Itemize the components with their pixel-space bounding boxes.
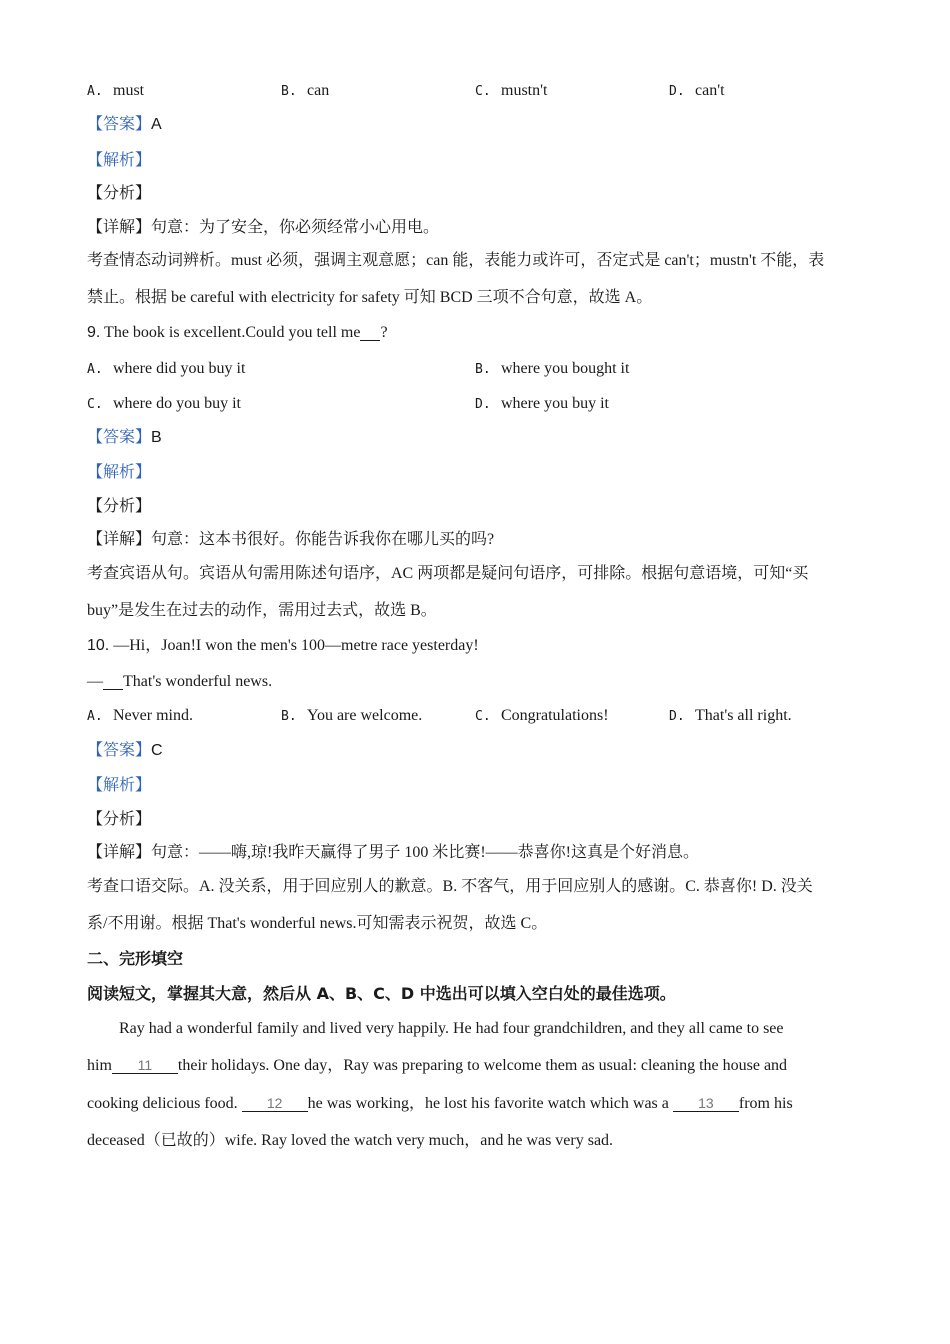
option-text: You are welcome. xyxy=(307,707,423,724)
q8-fenxi-tag: 【分析】 xyxy=(87,185,152,202)
option-letter: D. xyxy=(669,709,685,724)
answer-blank xyxy=(103,673,123,690)
q10-option-c xyxy=(475,706,609,727)
option-text: must xyxy=(113,82,145,99)
q9-answer xyxy=(87,428,162,448)
q8-answer xyxy=(87,115,162,135)
option-letter: C. xyxy=(475,709,491,724)
answer-tag: 【答案】 xyxy=(87,116,152,133)
answer-letter: A xyxy=(151,116,162,133)
stem-text: That's wonderful news. xyxy=(123,673,273,690)
detail-text: 句意：为了安全，你必须经常小心用电。 xyxy=(151,219,440,236)
q9-detail xyxy=(87,530,494,550)
q9-analysis-tag: 【解析】 xyxy=(87,464,152,481)
option-text: That's all right. xyxy=(695,707,792,724)
option-letter: D. xyxy=(669,84,685,99)
answer-tag: 【答案】 xyxy=(87,742,152,759)
option-text: where you bought it xyxy=(501,360,630,377)
q9-stem xyxy=(87,323,388,343)
passage-line-3 xyxy=(87,1094,793,1114)
q10-detail xyxy=(87,843,699,863)
blank-12: 12 xyxy=(242,1095,308,1112)
q10-analysis-tag: 【解析】 xyxy=(87,777,152,794)
q10-explain-line-1: 考查口语交际。A. 没关系，用于回应别人的歉意。B. 不客气，用于回应别人的感谢。C. 恭喜你! D. 没关 xyxy=(87,878,813,895)
answer-tag: 【答案】 xyxy=(87,429,152,446)
option-text: where did you buy it xyxy=(113,360,246,377)
q10-explain-line-2: 系/不用谢。根据 That's wonderful news.可知需表示祝贺，故选 C。 xyxy=(87,915,548,932)
passage-text: cooking delicious food. xyxy=(87,1095,242,1112)
option-letter: A. xyxy=(87,362,103,377)
q10-option-a xyxy=(87,706,193,727)
option-letter: D. xyxy=(475,397,491,412)
q8-option-c xyxy=(475,81,547,102)
answer-letter: B xyxy=(151,429,162,446)
passage-text: from his xyxy=(738,1095,793,1112)
option-text: Congratulations! xyxy=(501,707,609,724)
option-letter: B. xyxy=(475,362,491,377)
q8-explain-line-1: 考查情态动词辨析。must 必须，强调主观意愿；can 能，表能力或许可，否定式是 can't；mustn't 不能，表 xyxy=(87,252,825,269)
passage-text: he was working，he lost his favorite watch which was a xyxy=(307,1095,673,1112)
section-title: 二、完形填空 xyxy=(87,949,184,968)
q10-option-d xyxy=(669,706,792,727)
option-text: mustn't xyxy=(501,82,548,99)
q8-option-d xyxy=(669,81,725,102)
passage-text: him xyxy=(87,1057,112,1074)
q9-option-c xyxy=(87,394,241,415)
detail-text: 句意：这本书很好。你能告诉我你在哪儿买的吗? xyxy=(151,531,495,548)
q9-option-d xyxy=(475,394,609,415)
q8-option-b xyxy=(281,81,329,102)
option-letter: B. xyxy=(281,709,297,724)
passage-line-4: deceased（已故的）wife. Ray loved the watch very much，and he was very sad. xyxy=(87,1132,614,1149)
option-letter: C. xyxy=(87,397,103,412)
detail-tag: 【详解】 xyxy=(87,844,152,861)
stem-text: —Hi，Joan!I won the men's 100—metre race yesterday! xyxy=(109,637,479,654)
option-letter: A. xyxy=(87,84,103,99)
q9-explain-line-1: 考查宾语从句。宾语从句需用陈述句语序，AC 两项都是疑问句语序，可排除。根据句意语境，可知“买 xyxy=(87,565,809,582)
q9-explain-line-2: buy”是发生在过去的动作，需用过去式，故选 B。 xyxy=(87,602,437,619)
detail-tag: 【详解】 xyxy=(87,531,152,548)
q10-fenxi-tag: 【分析】 xyxy=(87,811,152,828)
option-text: can't xyxy=(695,82,725,99)
passage-line-1: Ray had a wonderful family and lived very happily. He had four grandchildren, and they all came to see xyxy=(119,1020,784,1037)
q9-option-a xyxy=(87,359,245,380)
q10-option-b xyxy=(281,706,422,727)
q9-fenxi-tag: 【分析】 xyxy=(87,498,152,515)
answer-blank xyxy=(360,324,380,341)
q8-analysis-tag: 【解析】 xyxy=(87,152,152,169)
q8-detail xyxy=(87,218,439,238)
q8-explain-line-2: 禁止。根据 be careful with electricity for safety 可知 BCD 三项不合句意，故选 A。 xyxy=(87,289,653,306)
option-text: Never mind. xyxy=(113,707,193,724)
answer-letter: C xyxy=(151,742,163,759)
section-instruction: 阅读短文，掌握其大意，然后从 A、B、C、D 中选出可以填入空白处的最佳选项。 xyxy=(87,984,676,1003)
dash: — xyxy=(87,673,103,690)
blank-13: 13 xyxy=(673,1095,739,1112)
option-text: where do you buy it xyxy=(113,395,241,412)
stem-text: The book is excellent.Could you tell me xyxy=(100,324,361,341)
q9-option-b xyxy=(475,359,629,380)
stem-end: ? xyxy=(380,324,388,341)
passage-text: their holidays. One day，Ray was preparing to welcome them as usual: cleaning the house and xyxy=(177,1057,788,1074)
q8-option-a xyxy=(87,81,144,102)
detail-text: 句意：——嗨,琼!我昨天赢得了男子 100 米比赛!——恭喜你!这真是个好消息。 xyxy=(151,844,700,861)
question-number: 10. xyxy=(87,637,110,654)
question-number: 9. xyxy=(87,324,101,341)
option-letter: A. xyxy=(87,709,103,724)
q10-answer xyxy=(87,741,163,761)
option-text: can xyxy=(307,82,330,99)
passage-line-2 xyxy=(87,1056,787,1076)
detail-tag: 【详解】 xyxy=(87,219,152,236)
option-text: where you buy it xyxy=(501,395,609,412)
blank-11: 11 xyxy=(112,1057,178,1074)
option-letter: B. xyxy=(281,84,297,99)
q10-stem-line-1 xyxy=(87,636,479,656)
option-letter: C. xyxy=(475,84,491,99)
q10-stem-line-2 xyxy=(87,672,272,692)
